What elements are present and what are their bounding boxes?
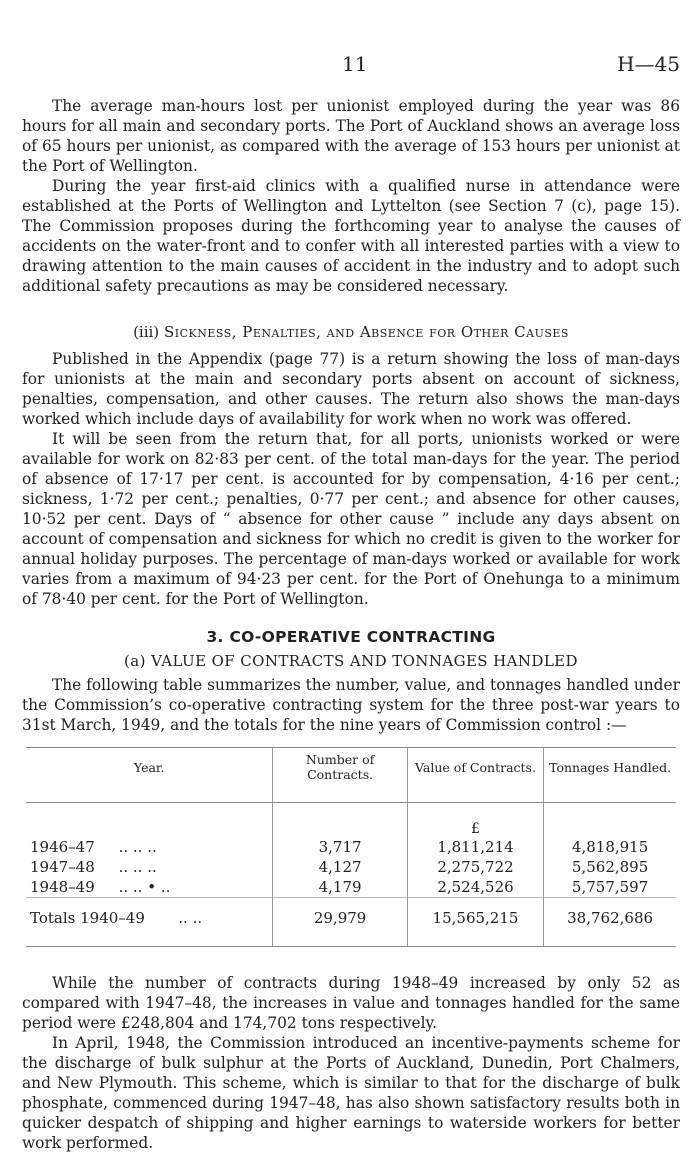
totals-value-cell: 15,565,215 xyxy=(407,898,543,933)
table-totals-row xyxy=(26,898,676,933)
subsection-text: VALUE OF CONTRACTS AND TONNAGES HANDLED xyxy=(151,652,578,670)
table-row xyxy=(26,837,676,857)
paragraph-contract-increase: While the number of contracts during 1948–49 increased by only 52 as compared with 1947–48, the increases in value and tonnages handled for the same period were £248,804 and 174,702 tons respectively. xyxy=(22,974,680,1032)
subheading-text: Sickness, Penalties, and Absence for Other Causes xyxy=(163,323,569,341)
page-number: 11 xyxy=(342,52,368,76)
value-unit-label: £ xyxy=(407,803,543,838)
leader-dots: .. .. xyxy=(178,909,203,927)
year-label: 1946–47 xyxy=(30,838,95,856)
subheading-prefix: (iii) xyxy=(133,323,160,341)
tonnages-cell: 5,562,895 xyxy=(544,857,676,877)
year-label: 1948–49 xyxy=(30,878,95,896)
row-year-cell xyxy=(26,837,273,857)
subheading-sickness-penalties xyxy=(22,322,680,342)
paragraph-absence-percentages: It will be seen from the return that, for all ports, unionists worked or were available for work on 82·83 per cent. of the total man-days for the year. The period of absence of 17·17 per cent. is accounted for by compensation, 4·16 per cent.; sickness, 1·72 per cent.; penalties, 0·77 per cent.; and absence for other causes, 10·52 per cent. Days of “ absence for other cause ” include any days absent on account of compensation and sickness for which no credit is given to the worker for annual holiday purposes. The percentage of man-days worked or available for work varies from a maximum of 94·23 per cent. for the Port of Onehunga to a minimum of 78·40 per cent. for the Port of Wellington. xyxy=(22,430,680,608)
leader-dots: .. .. .. xyxy=(118,838,157,856)
table-unit-row xyxy=(26,803,676,838)
subsection-heading-value-of-contracts xyxy=(22,651,680,671)
table-header-row xyxy=(26,748,676,803)
year-label: 1947–48 xyxy=(30,858,95,876)
value-cell: 1,811,214 xyxy=(407,837,543,857)
column-header-number-of-contracts: Number of Contracts. xyxy=(273,748,407,803)
contracts-table xyxy=(26,747,676,947)
contracts-cell: 4,127 xyxy=(273,857,407,877)
contracts-cell: 3,717 xyxy=(273,837,407,857)
value-cell: 2,524,526 xyxy=(407,877,543,898)
paragraph-incentive-payments: In April, 1948, the Commission introduced an incentive-payments scheme for the discharge of bulk sulphur at the Ports of Auckland, Dunedin, Port Chalmers, and New Plymouth. This scheme, which is similar to that for the discharge of bulk phosphate, commenced during 1947–48, has also shown satisfactory results both in quicker despatch of shipping and higher earnings to waterside workers for better work performed. xyxy=(22,1034,680,1152)
report-reference: H—45 xyxy=(617,52,680,76)
table-bottom-rule xyxy=(26,932,676,947)
section-heading-co-operative-contracting: 3. CO-OPERATIVE CONTRACTING xyxy=(206,628,496,646)
column-header-value-of-contracts: Value of Contracts. xyxy=(407,748,543,803)
tonnages-cell: 5,757,597 xyxy=(544,877,676,898)
totals-label-cell xyxy=(26,898,273,933)
page-body xyxy=(22,96,680,1153)
column-header-tonnages-handled: Tonnages Handled. xyxy=(544,748,676,803)
table-row xyxy=(26,877,676,898)
subsection-prefix: (a) xyxy=(124,652,146,670)
tonnages-cell: 4,818,915 xyxy=(544,837,676,857)
totals-tonnages-cell: 38,762,686 xyxy=(544,898,676,933)
row-year-cell xyxy=(26,857,273,877)
row-year-cell xyxy=(26,877,273,898)
paragraph-first-aid-clinics: During the year first-aid clinics with a qualified nurse in attendance were established at the Ports of Wellington and Lyttelton (see Section 7 (c), page 15). The Commission proposes during the forthcoming year to analyse the causes of accidents on the water-front and to confer with all interested parties with a view to drawing attention to the main causes of accident in the industry and to adopt such additional safety precautions as may be considered necessary. xyxy=(22,177,680,295)
paragraph-appendix-return: Published in the Appendix (page 77) is a return showing the loss of man-days for unionists at the main and secondary ports absent on account of sickness, penalties, compensation, and other causes. The return also shows the man-days worked which include days of availability for work when no work was offered. xyxy=(22,350,680,428)
column-header-year: Year. xyxy=(133,759,165,775)
paragraph-man-hours-lost: The average man-hours lost per unionist employed during the year was 86 hours for all main and secondary ports. The Port of Auckland shows an average loss of 65 hours per unionist, as compared with the average of 153 hours per unionist at the Port of Wellington. xyxy=(22,97,680,175)
leader-dots: .. .. .. xyxy=(118,858,157,876)
contracts-cell: 4,179 xyxy=(273,877,407,898)
paragraph-table-intro: The following table summarizes the number, value, and tonnages handled under the Commission’s co-operative contracting system for the three post-war years to 31st March, 1949, and the totals for the nine years of Commission control :— xyxy=(22,676,680,734)
leader-dots: .. .. • .. xyxy=(118,878,171,896)
table-row xyxy=(26,857,676,877)
totals-label: Totals 1940–49 xyxy=(30,909,145,927)
page-header xyxy=(0,52,700,82)
value-cell: 2,275,722 xyxy=(407,857,543,877)
totals-contracts-cell: 29,979 xyxy=(273,898,407,933)
